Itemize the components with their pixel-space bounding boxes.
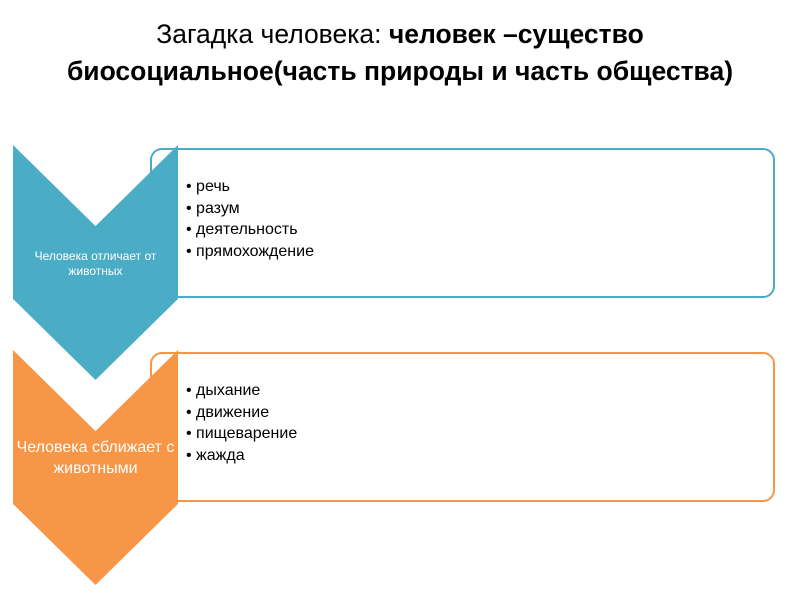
list-item: • деятельность [186, 219, 314, 241]
similarities-list [186, 380, 297, 466]
detail-box-similarities [150, 352, 775, 502]
differences-list [186, 176, 314, 262]
detail-box-differences [150, 148, 775, 298]
list-item: • движение [186, 402, 297, 424]
title-bold: человек –существо биосоциальное(часть природы и часть общества) [66, 19, 734, 86]
chevron-label-differences: Человека отличает от животных [34, 249, 157, 278]
slide-title [60, 16, 740, 90]
list-item: • дыхание [186, 380, 297, 402]
list-item: • пищеварение [186, 423, 297, 445]
list-item: • жажда [186, 445, 297, 467]
list-item: • разум [186, 198, 314, 220]
chevron-label-similarities: Человека сближает с животными [16, 439, 175, 477]
list-item: • прямохождение [186, 241, 314, 263]
title-normal: Загадка человека: [156, 19, 389, 49]
list-item: • речь [186, 176, 314, 198]
